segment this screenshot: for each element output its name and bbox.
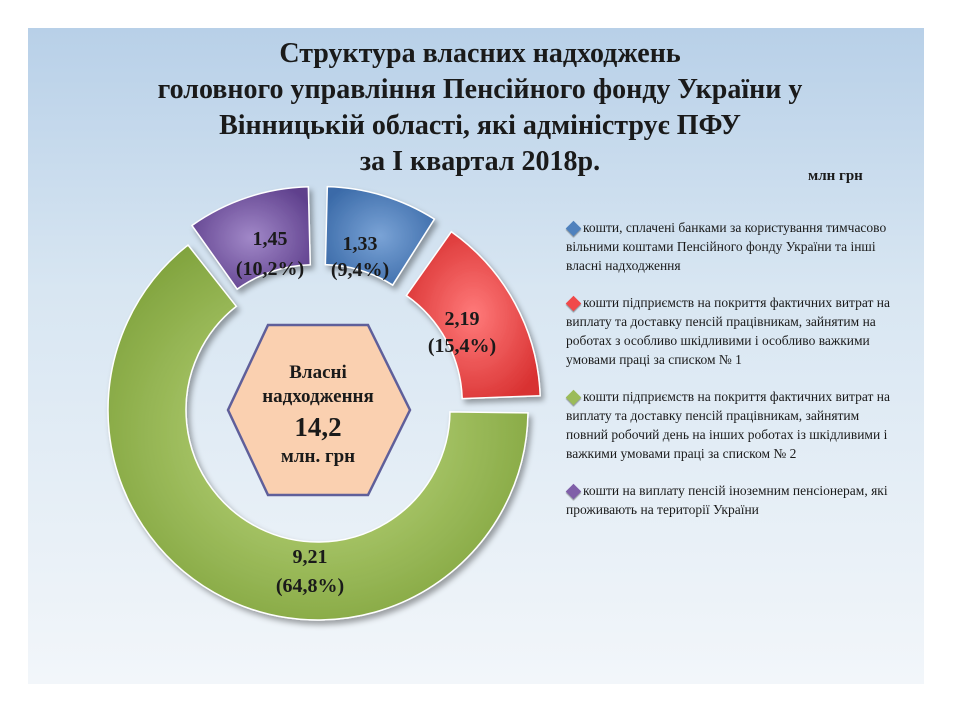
slice-percent-label-4: (10,2%) — [235, 258, 305, 280]
center-total-unit: млн. грн — [280, 446, 356, 467]
unit-label: млн грн — [808, 168, 863, 184]
center-label-line1: Власні — [289, 362, 347, 383]
legend-item-3 — [566, 387, 896, 463]
legend-item-2 — [566, 293, 896, 369]
slice-percent-label-1: (9,4%) — [330, 259, 390, 281]
legend-text: кошти підприємств на покриття фактичних витрат на виплату та доставку пенсій працівникам, зайнятим повний робочий день на інших роботах із шкідливими і важкими умовами праці за списком № 2 — [566, 389, 890, 461]
center-hexagon — [228, 325, 410, 495]
legend-item-1 — [566, 218, 896, 275]
slice-value-label-3: 9,21 — [292, 546, 328, 568]
slice-value-label-2: 2,19 — [444, 308, 480, 330]
slice-value-label-1: 1,33 — [342, 233, 378, 255]
center-total-value: 14,2 — [294, 412, 342, 442]
slice-percent-label-2: (15,4%) — [427, 335, 497, 357]
legend-marker-diamond-icon — [566, 484, 582, 500]
chart-title: Структура власних надходжень головного управління Пенсійного фонду України у Вінницькій області, які адмініструє ПФУ за I квартал 2018р. — [157, 38, 803, 177]
legend-marker-diamond-icon — [566, 296, 582, 312]
slice-value-label-4: 1,45 — [252, 228, 288, 250]
legend-item-4 — [566, 481, 896, 519]
legend-text: кошти підприємств на покриття фактичних витрат на виплату та доставку пенсій працівникам, зайнятим на роботах з особливо шкідливими і особливо важкими умовами праці за списком № 1 — [566, 295, 890, 367]
legend-text: кошти, сплачені банками за користування тимчасово вільними коштами Пенсійного фонду України та інші власні надходження — [566, 220, 887, 273]
legend — [566, 218, 896, 537]
legend-text: кошти на виплату пенсій іноземним пенсіонерам, які проживають на території України — [566, 483, 888, 517]
center-label-line2: надходження — [262, 386, 374, 407]
legend-marker-diamond-icon — [566, 390, 582, 406]
slice-percent-label-3: (64,8%) — [275, 575, 345, 597]
legend-marker-diamond-icon — [566, 221, 582, 237]
